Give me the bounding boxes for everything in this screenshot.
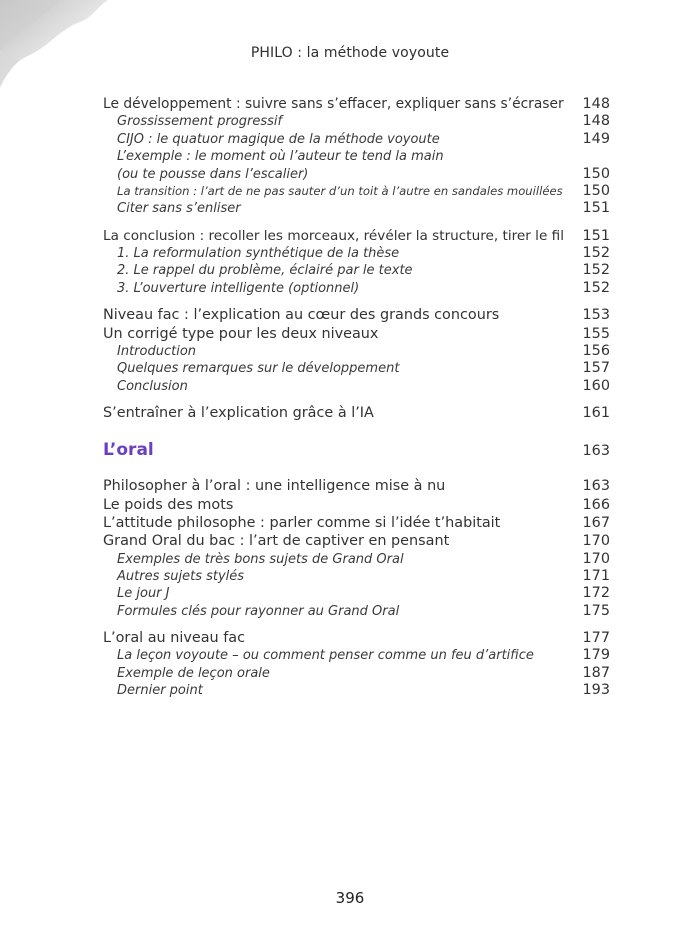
toc-subentry-page: 175	[582, 602, 610, 619]
toc-subentry-title: Formules clés pour rayonner au Grand Oral	[117, 603, 400, 619]
toc-entry[interactable]	[103, 477, 610, 495]
toc-entry[interactable]	[103, 404, 610, 422]
toc-entry-page: 166	[582, 496, 610, 513]
toc-entry-page: 170	[582, 533, 610, 550]
toc-subentry-page: 170	[582, 550, 610, 567]
toc-subentry[interactable]	[103, 647, 610, 664]
toc-subentry-title: Le jour J	[117, 586, 170, 602]
toc-entry[interactable]	[103, 514, 610, 532]
toc-subentry-page: 157	[582, 360, 610, 377]
toc-group	[103, 404, 610, 422]
toc-subentry-page: 156	[582, 342, 610, 359]
toc-subentry-title: 1. La reformulation synthétique de la thèse	[117, 246, 400, 262]
toc-subentry-page: 171	[582, 567, 610, 584]
table-of-contents	[103, 95, 610, 709]
toc-subentry-page: 160	[582, 377, 610, 394]
toc-subentry-title: L’exemple : le moment où l’auteur te tend la main	[117, 149, 444, 165]
running-header: PHILO : la méthode voyoute	[250, 45, 450, 61]
toc-subentry-page: 152	[582, 279, 610, 296]
toc-subentry[interactable]	[103, 166, 610, 183]
toc-subentry[interactable]	[103, 131, 610, 148]
toc-subentry-page: 187	[582, 664, 610, 681]
toc-subentry-title: 2. Le rappel du problème, éclairé par le texte	[117, 263, 413, 279]
toc-subentry-title: Quelques remarques sur le développement	[117, 361, 400, 377]
toc-subentry-page: 152	[582, 245, 610, 262]
toc-subentry-page: 172	[582, 585, 610, 602]
toc-subentry-page: 148	[582, 113, 610, 130]
toc-subentry-page: 149	[582, 130, 610, 147]
section-title: L’oral	[103, 440, 154, 461]
toc-entry-title: Niveau fac : l’explication au cœur des grands concours	[103, 307, 500, 324]
toc-subentry-title: La leçon voyoute – ou comment penser comme un feu d’artifice	[117, 648, 534, 664]
toc-subentry-title: Grossissement progressif	[117, 114, 283, 130]
toc-entry-page: 151	[582, 227, 610, 244]
toc-entry[interactable]	[103, 629, 610, 647]
toc-group	[103, 629, 610, 700]
toc-entry[interactable]	[103, 496, 610, 514]
toc-section-heading[interactable]	[103, 440, 610, 460]
toc-group	[103, 306, 610, 395]
toc-entry-page: 163	[582, 478, 610, 495]
toc-entry-page: 177	[582, 630, 610, 647]
toc-entry-title: Le poids des mots	[103, 496, 234, 513]
toc-entry-title: Grand Oral du bac : l’art de captiver en pensant	[103, 533, 450, 550]
toc-subentry[interactable]	[103, 378, 610, 395]
toc-subentry[interactable]	[103, 603, 610, 620]
toc-subentry-title: Introduction	[117, 343, 197, 359]
toc-subentry-page: 193	[582, 682, 610, 699]
toc-entry-title: L’oral au niveau fac	[103, 630, 246, 647]
toc-entry[interactable]	[103, 306, 610, 324]
toc-entry[interactable]	[103, 532, 610, 550]
toc-subentry-title: Citer sans s’enliser	[117, 201, 241, 217]
toc-entry-title: Le développement : suivre sans s’effacer, expliquer sans s’écraser	[103, 96, 564, 112]
page-number: 396	[335, 889, 365, 907]
toc-subentry[interactable]	[103, 245, 610, 262]
toc-entry-title: L’attitude philosophe : parler comme si l’idée t’habitait	[103, 514, 501, 531]
toc-entry-title: Philosopher à l’oral : une intelligence mise à nu	[103, 478, 446, 495]
toc-subentry-title: Dernier point	[117, 683, 203, 699]
toc-subentry[interactable]	[103, 665, 610, 682]
toc-subentry[interactable]	[103, 682, 610, 699]
toc-subentry-title: Exemples de très bons sujets de Grand Oral	[117, 551, 404, 567]
toc-subentry-page: 151	[582, 200, 610, 217]
toc-subentry[interactable]	[103, 262, 610, 279]
toc-subentry[interactable]	[103, 360, 610, 377]
toc-group	[103, 227, 610, 298]
toc-subentry[interactable]	[103, 148, 610, 165]
toc-entry-page: 148	[582, 96, 610, 112]
toc-subentry-page: 152	[582, 262, 610, 279]
toc-subentry-title: CIJO : le quatuor magique de la méthode voyoute	[117, 131, 440, 147]
toc-subentry-page: 150	[582, 182, 610, 199]
toc-entry-title: La conclusion : recoller les morceaux, révéler la structure, tirer le fil	[103, 227, 564, 244]
toc-subentry-title: La transition : l’art de ne pas sauter d’un toit à l’autre en sandales mouillées	[117, 183, 563, 198]
toc-subentry[interactable]	[103, 343, 610, 360]
toc-subentry-page: 150	[582, 165, 610, 182]
toc-entry-page: 161	[582, 405, 610, 422]
toc-entry-page: 167	[582, 514, 610, 531]
section-page: 163	[582, 443, 610, 460]
toc-subentry[interactable]	[103, 200, 610, 217]
toc-subentry-title: (ou te pousse dans l’escalier)	[117, 166, 309, 182]
toc-subentry-title: Autres sujets stylés	[117, 568, 245, 584]
toc-subentry[interactable]	[103, 568, 610, 585]
toc-subentry[interactable]	[103, 585, 610, 602]
toc-entry[interactable]	[103, 227, 610, 245]
toc-subentry[interactable]	[103, 551, 610, 568]
toc-subentry[interactable]	[103, 280, 610, 297]
toc-group	[103, 95, 610, 218]
toc-subentry-title: Conclusion	[117, 378, 188, 394]
toc-group	[103, 477, 610, 620]
toc-entry-title: S’entraîner à l’explication grâce à l’IA	[103, 405, 374, 422]
toc-subentry-title: Exemple de leçon orale	[117, 665, 270, 681]
toc-entry-page: 155	[582, 325, 610, 342]
toc-subentry-page: 179	[582, 647, 610, 664]
toc-entry[interactable]	[103, 95, 610, 113]
toc-entry-page: 153	[582, 307, 610, 324]
toc-entry[interactable]	[103, 325, 610, 343]
toc-subentry[interactable]	[103, 183, 610, 200]
toc-entry-title: Un corrigé type pour les deux niveaux	[103, 325, 379, 342]
toc-subentry[interactable]	[103, 113, 610, 130]
toc-subentry-title: 3. L’ouverture intelligente (optionnel)	[117, 280, 360, 296]
